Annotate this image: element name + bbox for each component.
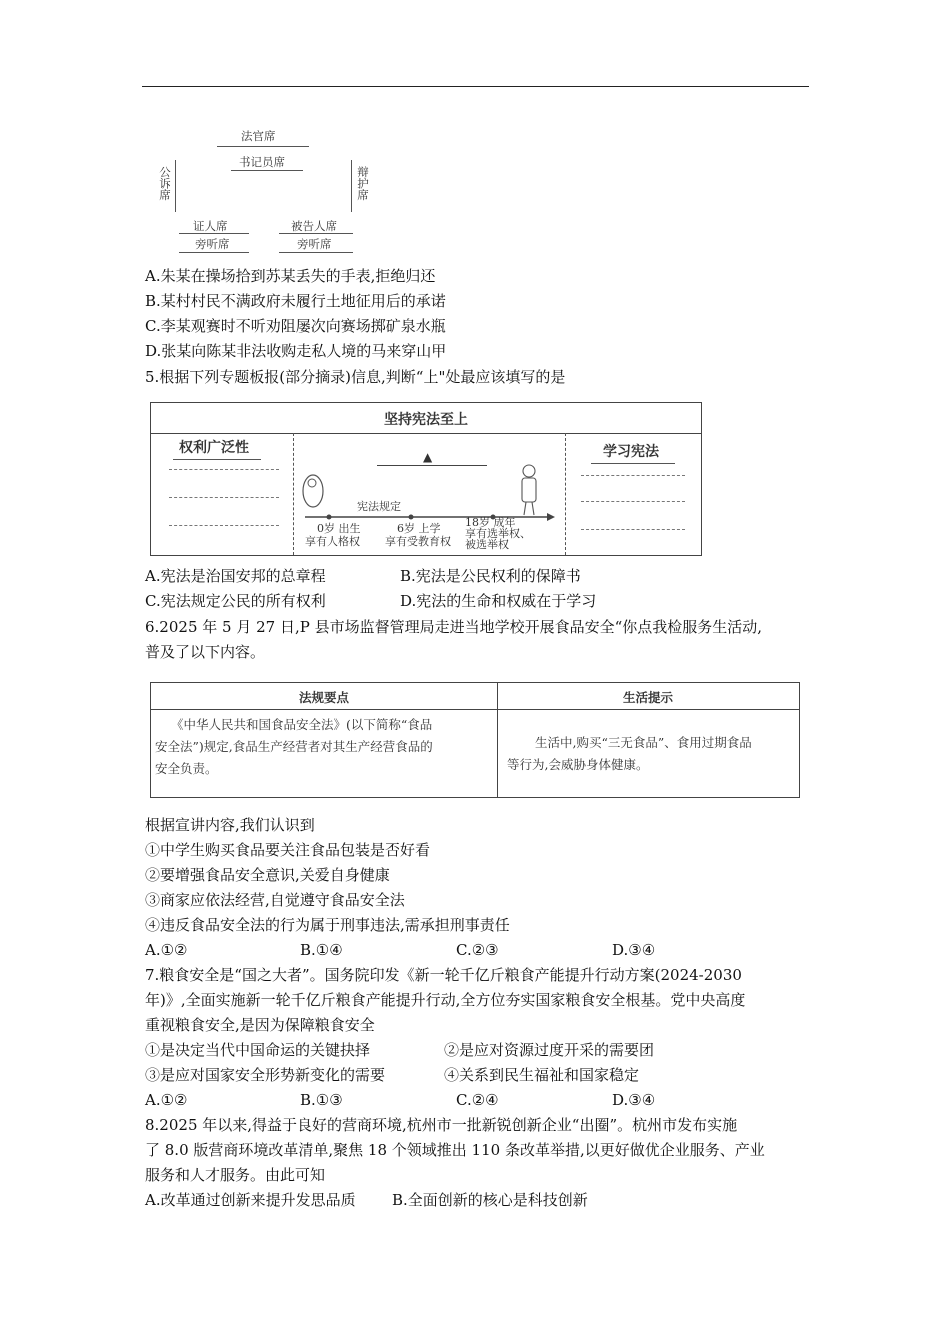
board-left-blank-3 [169, 525, 279, 526]
q6-item-1: ①中学生购买食品要关注食品包装是否好看 [145, 841, 431, 859]
prosecution-seat-line [175, 160, 176, 212]
judge-seat-label: 法官席 [241, 129, 276, 143]
gallery-left-line [179, 252, 249, 253]
q7-item-2: ②是应对资源过度开采的需要团 [444, 1041, 655, 1059]
table-right-line1: 生活中,购买“三无食品”、食用过期食品 [535, 735, 752, 750]
gallery-left-label: 旁听席 [195, 237, 230, 251]
baby-figure-icon [303, 475, 323, 507]
q6-item-3: ③商家应依法经营,自觉遵守食品安全法 [145, 891, 405, 909]
q4-option-b: B.某村村民不满政府未履行土地征用后的承诺 [145, 292, 446, 310]
age0-line2: 享有人格权 [305, 535, 360, 548]
age18-line1: 18岁 成年 [465, 516, 516, 529]
adult-leg-left-icon [524, 502, 526, 515]
age0-line1: 0岁 出生 [317, 522, 361, 535]
q7-stem-line2: 年)》,全面实施新一轮千亿斤粮食产能提升行动,全方位夯实国家粮食安全根基。党中央高度 [145, 991, 746, 1009]
age18-line2: 享有选举权、 [465, 527, 531, 540]
adult-leg-right-icon [532, 502, 534, 515]
q7-item-4: ④关系到民生福祉和国家稳定 [444, 1066, 640, 1084]
q6-option-a: A.①② [145, 941, 188, 959]
clerk-seat-line [231, 170, 303, 171]
q8-stem-line2: 了 8.0 版营商环境改革清单,聚焦 18 个领域推出 110 条改革举措,以更好做优企业服务、产业 [145, 1141, 765, 1159]
age6-line1: 6岁 上学 [397, 522, 441, 535]
q8-option-b: B.全面创新的核心是科技创新 [392, 1191, 588, 1209]
table-header-right: 生活提示 [622, 690, 673, 705]
board-right-separator [565, 433, 566, 555]
q7-stem-line1: 7.粮食安全是“国之大者”。国务院印发《新一轮千亿斤粮食产能提升行动方案(2024-2030 [145, 966, 742, 984]
table-right-line2: 等行为,会威胁身体健康。 [507, 757, 649, 772]
table-left-line3: 安全负责。 [155, 761, 218, 776]
board-left-separator [293, 433, 294, 555]
board-right-blank-3 [581, 529, 685, 530]
board-right-title: 学习宪法 [603, 444, 659, 460]
table-header-left: 法规要点 [298, 690, 349, 705]
q6-lead: 根据宣讲内容,我们认识到 [145, 816, 315, 834]
constitution-board-figure [150, 402, 702, 556]
adult-head-icon [523, 465, 535, 477]
q6-item-2: ②要增强食品安全意识,关爱自身健康 [145, 866, 390, 884]
q4-option-c: C.李某观赛时不听劝阻屡次向赛场掷矿泉水瓶 [145, 317, 446, 335]
q6-option-c: C.②③ [456, 941, 499, 959]
baby-head-icon [308, 479, 316, 487]
gallery-right-label: 旁听席 [297, 237, 332, 251]
q4-option-d: D.张某向陈某非法收购走私人境的马来穿山甲 [145, 342, 447, 360]
age6-line2: 享有受教育权 [385, 535, 451, 548]
header-rule [142, 86, 809, 87]
board-right-underline [591, 463, 675, 464]
q7-option-c: C.②④ [456, 1091, 499, 1109]
table-left-line1: 《中华人民共和国食品安全法》(以下简称“食品 [171, 717, 433, 732]
food-safety-table [150, 682, 800, 798]
board-left-blank-1 [169, 469, 279, 470]
q7-option-d: D.③④ [612, 1091, 656, 1109]
board-left-title: 权利广泛性 [179, 440, 249, 456]
q5-option-b: B.宪法是公民权利的保障书 [400, 567, 581, 585]
age18-line3: 被选举权 [465, 538, 509, 551]
q6-stem-line2: 普及了以下内容。 [145, 643, 266, 661]
defendant-seat-label: 被告人席 [291, 219, 337, 233]
q8-option-a: A.改革通过创新来提升发思品质 [145, 1191, 356, 1209]
defendant-seat-line [279, 233, 353, 234]
q6-item-4: ④违反食品安全法的行为属于刑事违法,需承担刑事责任 [145, 916, 510, 934]
timeline-arrow-icon [547, 513, 555, 521]
adult-body-icon [522, 478, 536, 502]
board-left-blank-2 [169, 497, 279, 498]
q7-option-b: B.①③ [300, 1091, 343, 1109]
gallery-right-line [279, 252, 353, 253]
clerk-seat-label: 书记员席 [239, 155, 285, 169]
q5-option-c: C.宪法规定公民的所有权利 [145, 592, 326, 610]
defense-seat-label: 辩护席 [356, 166, 370, 201]
q5-stem: 5.根据下列专题板报(部分摘录)信息,判断“上"处最应该填写的是 [145, 368, 566, 386]
q7-option-a: A.①② [145, 1091, 188, 1109]
q7-item-3: ③是应对国家安全形势新变化的需要 [145, 1066, 386, 1084]
board-left-underline [173, 459, 261, 460]
board-title: 坚持宪法至上 [384, 412, 468, 428]
board-title-row [151, 403, 701, 434]
timeline-dot-birth [327, 515, 332, 520]
defense-seat-line [351, 160, 352, 212]
q6-option-b: B.①④ [300, 941, 343, 959]
q6-stem-line1: 6.2025 年 5 月 27 日,P 县市场监督管理局走进当地学校开展食品安全“你点我检服务生活动, [145, 618, 763, 636]
board-answer-triangle: ▲ [423, 450, 433, 464]
board-right-blank-2 [581, 501, 685, 502]
witness-seat-label: 证人席 [193, 219, 228, 233]
prosecution-seat-label: 公诉席 [158, 166, 172, 201]
timeline-dot-school [409, 515, 414, 520]
q8-stem-line1: 8.2025 年以来,得益于良好的营商环境,杭州市一批新锐创新企业“出圈”。杭州市发布实施 [145, 1116, 738, 1134]
q8-stem-line3: 服务和人才服务。由此可知 [145, 1166, 326, 1184]
courtroom-diagram [145, 122, 385, 258]
table-left-line2: 安全法”)规定,食品生产经营者对其生产经营食品的 [155, 739, 433, 754]
q5-option-a: A.宪法是治国安邦的总章程 [145, 567, 326, 585]
q5-option-d: D.宪法的生命和权威在于学习 [400, 592, 597, 610]
q7-stem-line3: 重视粮食安全,是因为保障粮食安全 [145, 1016, 375, 1034]
board-right-blank-1 [581, 475, 685, 476]
witness-seat-line [179, 233, 249, 234]
q6-option-d: D.③④ [612, 941, 656, 959]
q4-option-a: A.朱某在操场拾到苏某丢失的手表,拒绝归还 [145, 267, 436, 285]
timeline-label: 宪法规定 [357, 500, 401, 513]
judge-seat-line [217, 146, 309, 147]
q7-item-1: ①是决定当代中国命运的关键抉择 [145, 1041, 371, 1059]
